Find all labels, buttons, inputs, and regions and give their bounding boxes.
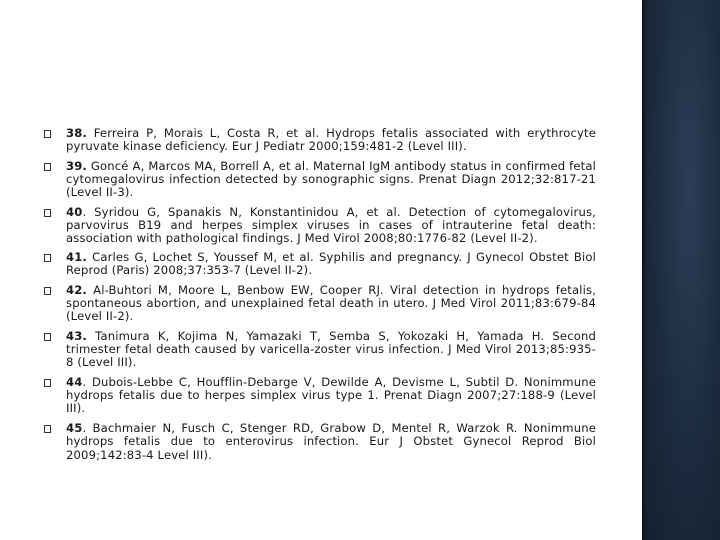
square-bullet-icon <box>44 254 51 262</box>
reference-number: 39. <box>66 158 87 173</box>
reference-text: . Dubois-Lebbe C, Houfflin-Debarge V, Dewilde A, Devisme L, Subtil D. Nonimmune hydrops fetalis due to herpes simplex virus type 1. Prenat Diagn 2007;27:188-9 (Level III). <box>66 374 596 416</box>
reference-item <box>44 376 596 416</box>
reference-text: Carles G, Lochet S, Youssef M, et al. Syphilis and pregnancy. J Gynecol Obstet Biol Reprod (Paris) 2008;37:353-7 (Level II-2). <box>66 249 596 278</box>
square-bullet-icon <box>44 379 51 387</box>
reference-number: 44 <box>66 374 83 389</box>
reference-text: . Bachmaier N, Fusch C, Stenger RD, Grabow D, Mentel R, Warzok R. Nonimmune hydrops fetalis due to enterovirus infection. Eur J Obstet Gynecol Reprod Biol 2009;142:83-4 Level III). <box>66 420 596 462</box>
reference-number: 38. <box>66 126 87 140</box>
reference-text: Goncé A, Marcos MA, Borrell A, et al. Maternal IgM antibody status in confirmed fetal cytomegalovirus infection detected by sonographic signs. Prenat Diagn 2012;32:817-21 (Level II-3). <box>66 158 596 200</box>
reference-number: 43. <box>66 328 87 343</box>
decorative-side-panel <box>642 0 720 540</box>
reference-item <box>44 206 596 246</box>
reference-text: Al-Buhtori M, Moore L, Benbow EW, Cooper RJ. Viral detection in hydrops fetalis, spontaneous abortion, and unexplained fetal death in utero. J Med Virol 2011;83:679-84 (Level II-2). <box>66 282 596 324</box>
reference-item <box>44 127 596 154</box>
reference-number: 42. <box>66 282 87 297</box>
reference-number: 40 <box>66 204 83 219</box>
reference-text: . Syridou G, Spanakis N, Konstantinidou A, et al. Detection of cytomegalovirus, parvovirus B19 and herpes simplex viruses in cases of intrauterine fetal death: association with pathological findings. J Med Virol 2008;80:1776-82 (Level II-2). <box>66 204 596 246</box>
reference-number: 41. <box>66 249 87 264</box>
reference-item <box>44 422 596 462</box>
square-bullet-icon <box>44 130 51 138</box>
square-bullet-icon <box>44 333 51 341</box>
reference-item <box>44 160 596 200</box>
square-bullet-icon <box>44 287 51 295</box>
square-bullet-icon <box>44 425 51 433</box>
square-bullet-icon <box>44 163 51 171</box>
square-bullet-icon <box>44 209 51 217</box>
reference-item <box>44 251 596 278</box>
reference-text: Tanimura K, Kojima N, Yamazaki T, Semba S, Yokozaki H, Yamada H. Second trimester fetal death caused by varicella-zoster virus infection. J Med Virol 2013;85:935-8 (Level III). <box>66 328 596 370</box>
reference-text: Ferreira P, Morais L, Costa R, et al. Hydrops fetalis associated with erythrocyte pyruvate kinase deficiency. Eur J Pediatr 2000;159:481-2 (Level III). <box>66 126 596 154</box>
reference-item <box>44 284 596 324</box>
reference-number: 45 <box>66 420 83 435</box>
reference-item <box>44 330 596 370</box>
reference-list <box>44 127 596 468</box>
